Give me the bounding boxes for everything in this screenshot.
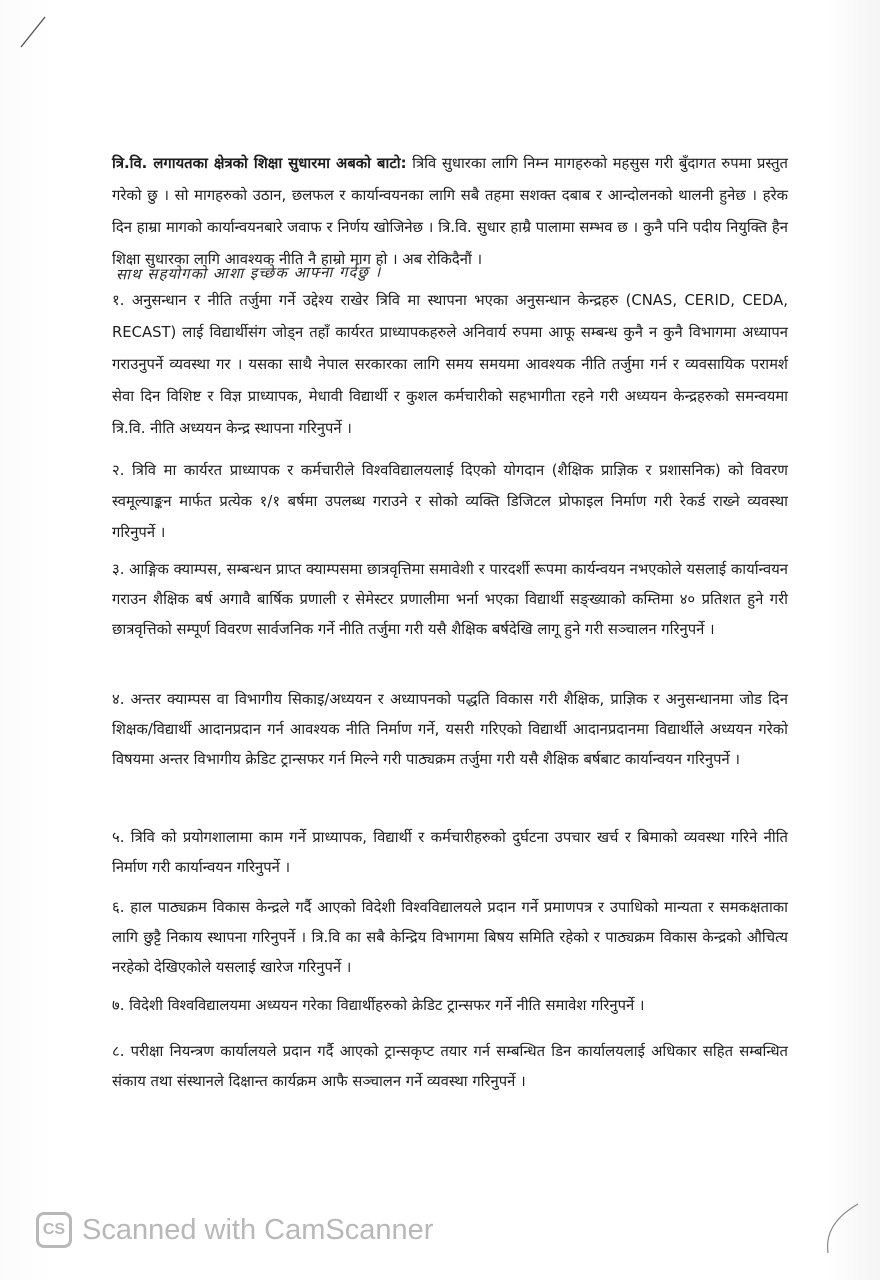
point-7: ७. विदेशी विश्वविद्यालयमा अध्ययन गरेका विद्यार्थीहरुको क्रेडिट ट्रान्सफर गर्ने नीति समावेश गरिनुपर्ने ।	[112, 997, 645, 1014]
point-3: ३. आङ्गिक क्याम्पस, सम्बन्धन प्राप्त क्याम्पसमा छात्रवृत्तिमा समावेशी र पारदर्शी रूपमा कार्यन्वयन नभएकोले यसलाई कार्यान्वयन गराउन शैक्षिक बर्ष अगावै बार्षिक प्रणाली र सेमेस्टर प्रणालीमा भर्ना भएका विद्यार्थी सङ्ख्याको कम्तिमा ४० प्रतिशत हुने गरी छात्रवृत्तिको सम्पूर्ण विवरण सार्वजनिक गर्ने नीति तर्जुमा गरी यसै शैक्षिक बर्षदेखि लागू हुने गरी सञ्चालन गरिनुपर्ने ।	[112, 561, 788, 638]
camscanner-watermark	[36, 1210, 433, 1250]
point-6: ६. हाल पाठ्यक्रम विकास केन्द्रले गर्दै आएको विदेशी विश्वविद्यालयले प्रदान गर्ने प्रमाणपत्र र उपाधिको मान्यता र समकक्षताका लागि छुट्टै निकाय स्थापना गरिनुपर्ने । त्रि.वि का सबै केन्द्रिय विभागमा बिषय समिति रहेको र पाठ्यक्रम विकास केन्द्रको औचित्य नरहेको देखिएकोले यसलाई खारेज गरिनुपर्ने ।	[112, 899, 788, 976]
pen-curve-mark	[818, 1198, 868, 1258]
pen-stroke-mark	[18, 14, 48, 50]
point-1: १. अनुसन्धान र नीति तर्जुमा गर्ने उद्देश्य राखेर त्रिवि मा स्थापना भएका अनुसन्धान केन्द्रहरु (CNAS, CERID, CEDA, RECAST) लाई विद्यार्थीसंग जोड्न तहाँ कार्यरत प्राध्यापकहरुले अनिवार्य रुपमा आफू सम्बन्ध कुनै न कुनै विभागमा अध्यापन गराउनुपर्ने व्यवस्था गर । यसका साथै नेपाल सरकारका लागि समय समयमा आवश्यक नीति तर्जुमा गर्न र व्यवसायिक परामर्श सेवा दिन विशिष्ट र विज्ञ प्राध्यापक, मेधावी विद्यार्थी र कुशल कर्मचारीको सहभागीता रहने गरी अध्ययन केन्द्रहरुको समन्वयमा त्रि.वि. नीति अध्ययन केन्द्र स्थापना गरिनुपर्ने ।	[112, 292, 788, 437]
lead-text: त्रिवि सुधारका लागि निम्न मागहरुको महसुस गरी बुँदागत रुपमा प्रस्तुत गरेको छु । सो मागहरुको उठान, छलफल र कार्यान्वयनका लागि सबै तहमा सशक्त दबाब र आन्दोलनको थालनी हुनेछ । हरेक दिन हाम्रा मागको कार्यान्वयनबारे जवाफ र निर्णय खोजिनेछ । त्रि.वि. सुधार हाम्रै पालामा सम्भव छ । कुनै पनि पदीय नियुक्ति हैन शिक्षा सुधारका लागि आवश्यक नीति नै हाम्रो माग हो । अब रोकिदैनौं ।	[112, 155, 788, 268]
handwritten-note: साथ सहयोगको आशा इच्छेक आफ्ना गर्दछु ।	[115, 262, 382, 284]
watermark-text: Scanned with CamScanner	[82, 1213, 434, 1246]
point-5: ५. त्रिवि को प्रयोगशालामा काम गर्ने प्राध्यापक, विद्यार्थी र कर्मचारीहरुको दुर्घटना उपचार खर्च र बिमाको व्यवस्था गरिने नीति निर्माण गरी कार्यान्वयन गरिनुपर्ने ।	[112, 829, 788, 876]
point-8: ८. परीक्षा नियन्त्रण कार्यालयले प्रदान गर्दै आएको ट्रान्सकृप्ट तयार गर्न सम्बन्धित डिन कार्यालयलाई अधिकार सहित सम्बन्धित संकाय तथा संस्थानले दिक्षान्त कार्यक्रम आफै सञ्चालन गर्ने व्यवस्था गरिनुपर्ने ।	[112, 1043, 788, 1090]
lead-paragraph	[112, 148, 788, 276]
point-2: २. त्रिवि मा कार्यरत प्राध्यापक र कर्मचारीले विश्वविद्यालयलाई दिएको योगदान (शैक्षिक प्राज्ञिक र प्रशासनिक) को विवरण स्वमूल्याङ्कन मार्फत प्रत्येक १/१ बर्षमा उपलब्ध गराउने र सोको व्यक्ति डिजिटल प्रोफाइल निर्माण गरी रेकर्ड राख्ने व्यवस्था गरिनुपर्ने ।	[112, 462, 788, 541]
camscanner-logo: CS	[36, 1212, 72, 1248]
lead-heading: त्रि.वि. लगायतका क्षेत्रको शिक्षा सुधारमा अबको बाटो:	[112, 155, 407, 172]
point-4: ४. अन्तर क्याम्पस वा विभागीय सिकाइ/अध्ययन र अध्यापनको पद्धति विकास गरी शैक्षिक, प्राज्ञिक र अनुसन्धानमा जोड दिन शिक्षक/विद्यार्थी आदानप्रदान गर्न आवश्यक नीति निर्माण गर्ने, यसरी गरिएको विद्यार्थी आदानप्रदानमा विद्यार्थीले अध्ययन गरेको विषयमा अन्तर विभागीय क्रेडिट ट्रान्सफर गर्न मिल्ने गरी पाठ्यक्रम तर्जुमा गरी यसै शैक्षिक बर्षबाट कार्यान्वयन गरिनुपर्ने ।	[112, 691, 788, 768]
